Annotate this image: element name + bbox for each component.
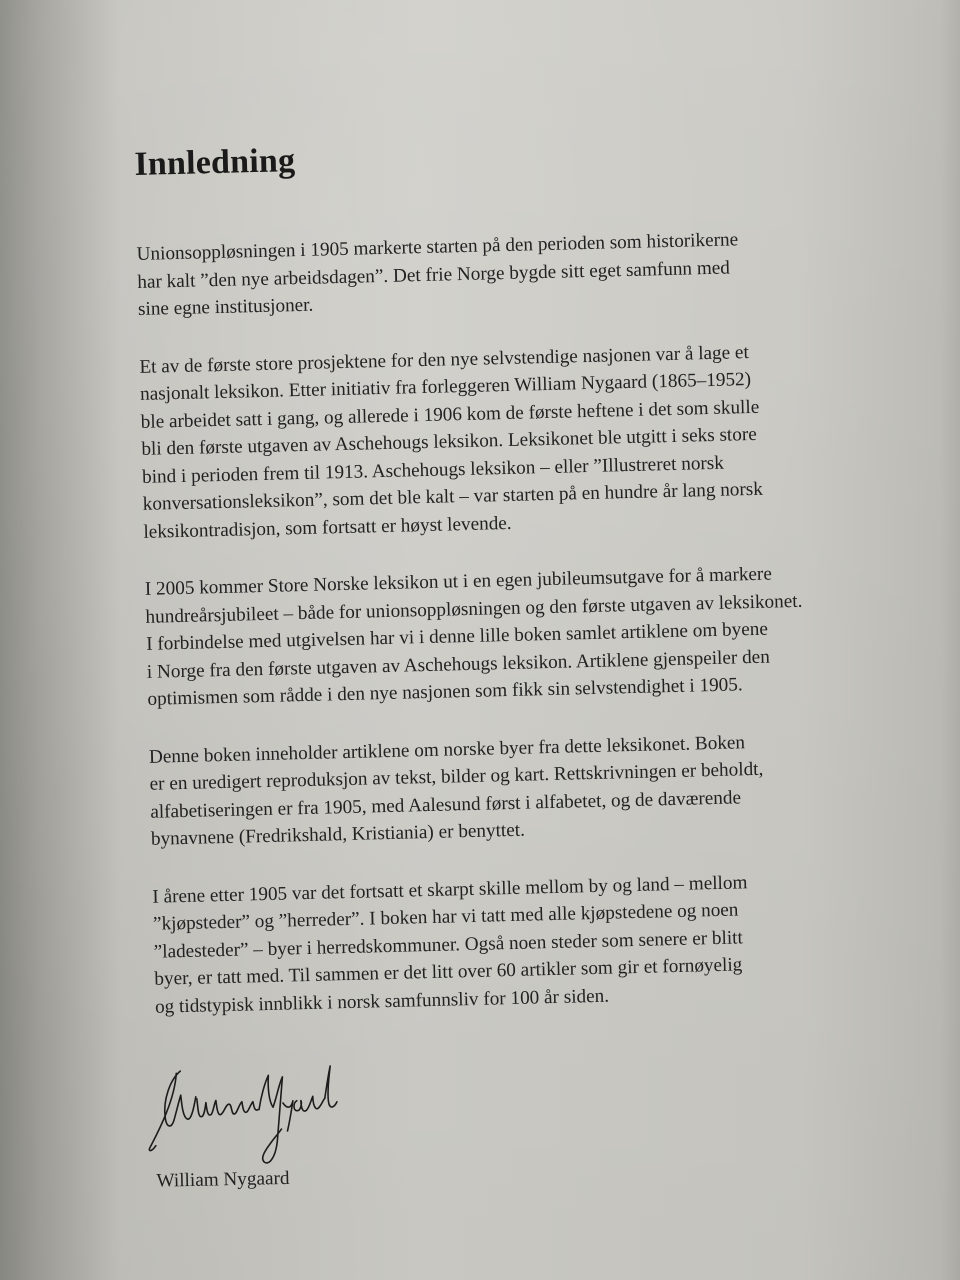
text-line: I forbindelse med utgivelsen har vi i denne lille boken samlet artiklene om byene [145, 618, 769, 655]
signer-name: William Nygaard [156, 1167, 290, 1192]
paragraph-4 [149, 726, 851, 853]
text-line: byer, er tatt med. Til sammen er det litt over 60 artikler som gir et fornøyelig [154, 954, 743, 990]
text-line: I årene etter 1905 var det fortsatt et skarpt skille mellom by og land – mellom [152, 871, 748, 908]
text-line: alfabetiseringen er fra 1905, med Aalesund først i alfabetet, og de daværende [150, 786, 742, 823]
text-line: Denne boken inneholder artiklene om norske byer fra dette leksikonet. Boken [148, 731, 746, 768]
text-line: leksikontradisjon, som fortsatt er høyst levende. [143, 512, 512, 543]
text-line: i Norge fra den første utgaven av Aschehougs leksikon. Artiklene gjenspeiler den [146, 646, 771, 683]
text-line: bli den første utgaven av Aschehougs leksikon. Leksikonet ble utgitt i seks store [141, 423, 758, 460]
text-line: sine egne institusjoner. [137, 294, 314, 320]
page-title: Innledning [134, 142, 296, 183]
text-line: ”kjøpsteder” og ”herreder”. I boken har vi tatt med alle kjøpstedene og noen [152, 899, 739, 935]
text-line: I 2005 kommer Store Norske leksikon ut i en egen jubileumsutgave for å markere [144, 563, 773, 600]
text-line: har kalt ”den nye arbeidsdagen”. Det frie Norge bygde sitt eget samfunn med [137, 256, 731, 293]
handwritten-signature [140, 1056, 342, 1170]
text-line: ”ladesteder” – byer i herredskommuner. Også noen steder som senere er blitt [153, 926, 744, 963]
text-line: og tidstypisk innblikk i norsk samfunnsliv for 100 år siden. [154, 985, 610, 1018]
text-block [134, 128, 856, 1051]
paragraph-3 [145, 559, 848, 714]
text-line: ble arbeidet satt i gang, og allerede i 1906 kom de første heftene i det som skulle [140, 396, 760, 433]
text-line: er en uredigert reproduksjon av tekst, bilder og kart. Rettskrivningen er beholdt, [149, 758, 764, 795]
text-line: Et av de første store prosjektene for den nye selvstendige nasjonen var å lage et [139, 341, 750, 378]
text-line: bind i perioden frem til 1913. Aschehougs leksikon – eller ”Illustreret norsk [141, 452, 725, 488]
text-line: hundreårsjubileet – både for unionsoppløsningen og den første utgaven av leksikonet. [145, 590, 803, 628]
text-line: optimismen som rådde i den nye nasjonen som fikk sin selvstendighet i 1905. [147, 674, 743, 710]
text-line: nasjonalt leksikon. Etter initiativ fra forleggeren William Nygaard (1865–1952) [139, 368, 752, 405]
text-line: Unionsoppløsningen i 1905 markerte starten på den perioden som historikerne [136, 229, 739, 265]
text-line: bynavnene (Fredrikshald, Kristiania) er benyttet. [150, 819, 526, 850]
paragraph-5 [152, 866, 855, 1021]
paragraph-2 [139, 336, 843, 546]
signature-block [140, 1053, 463, 1200]
text-line: konversationsleksikon”, som det ble kalt – var starten på en hundre år lang norsk [142, 478, 764, 515]
paragraph-1 [136, 224, 838, 324]
